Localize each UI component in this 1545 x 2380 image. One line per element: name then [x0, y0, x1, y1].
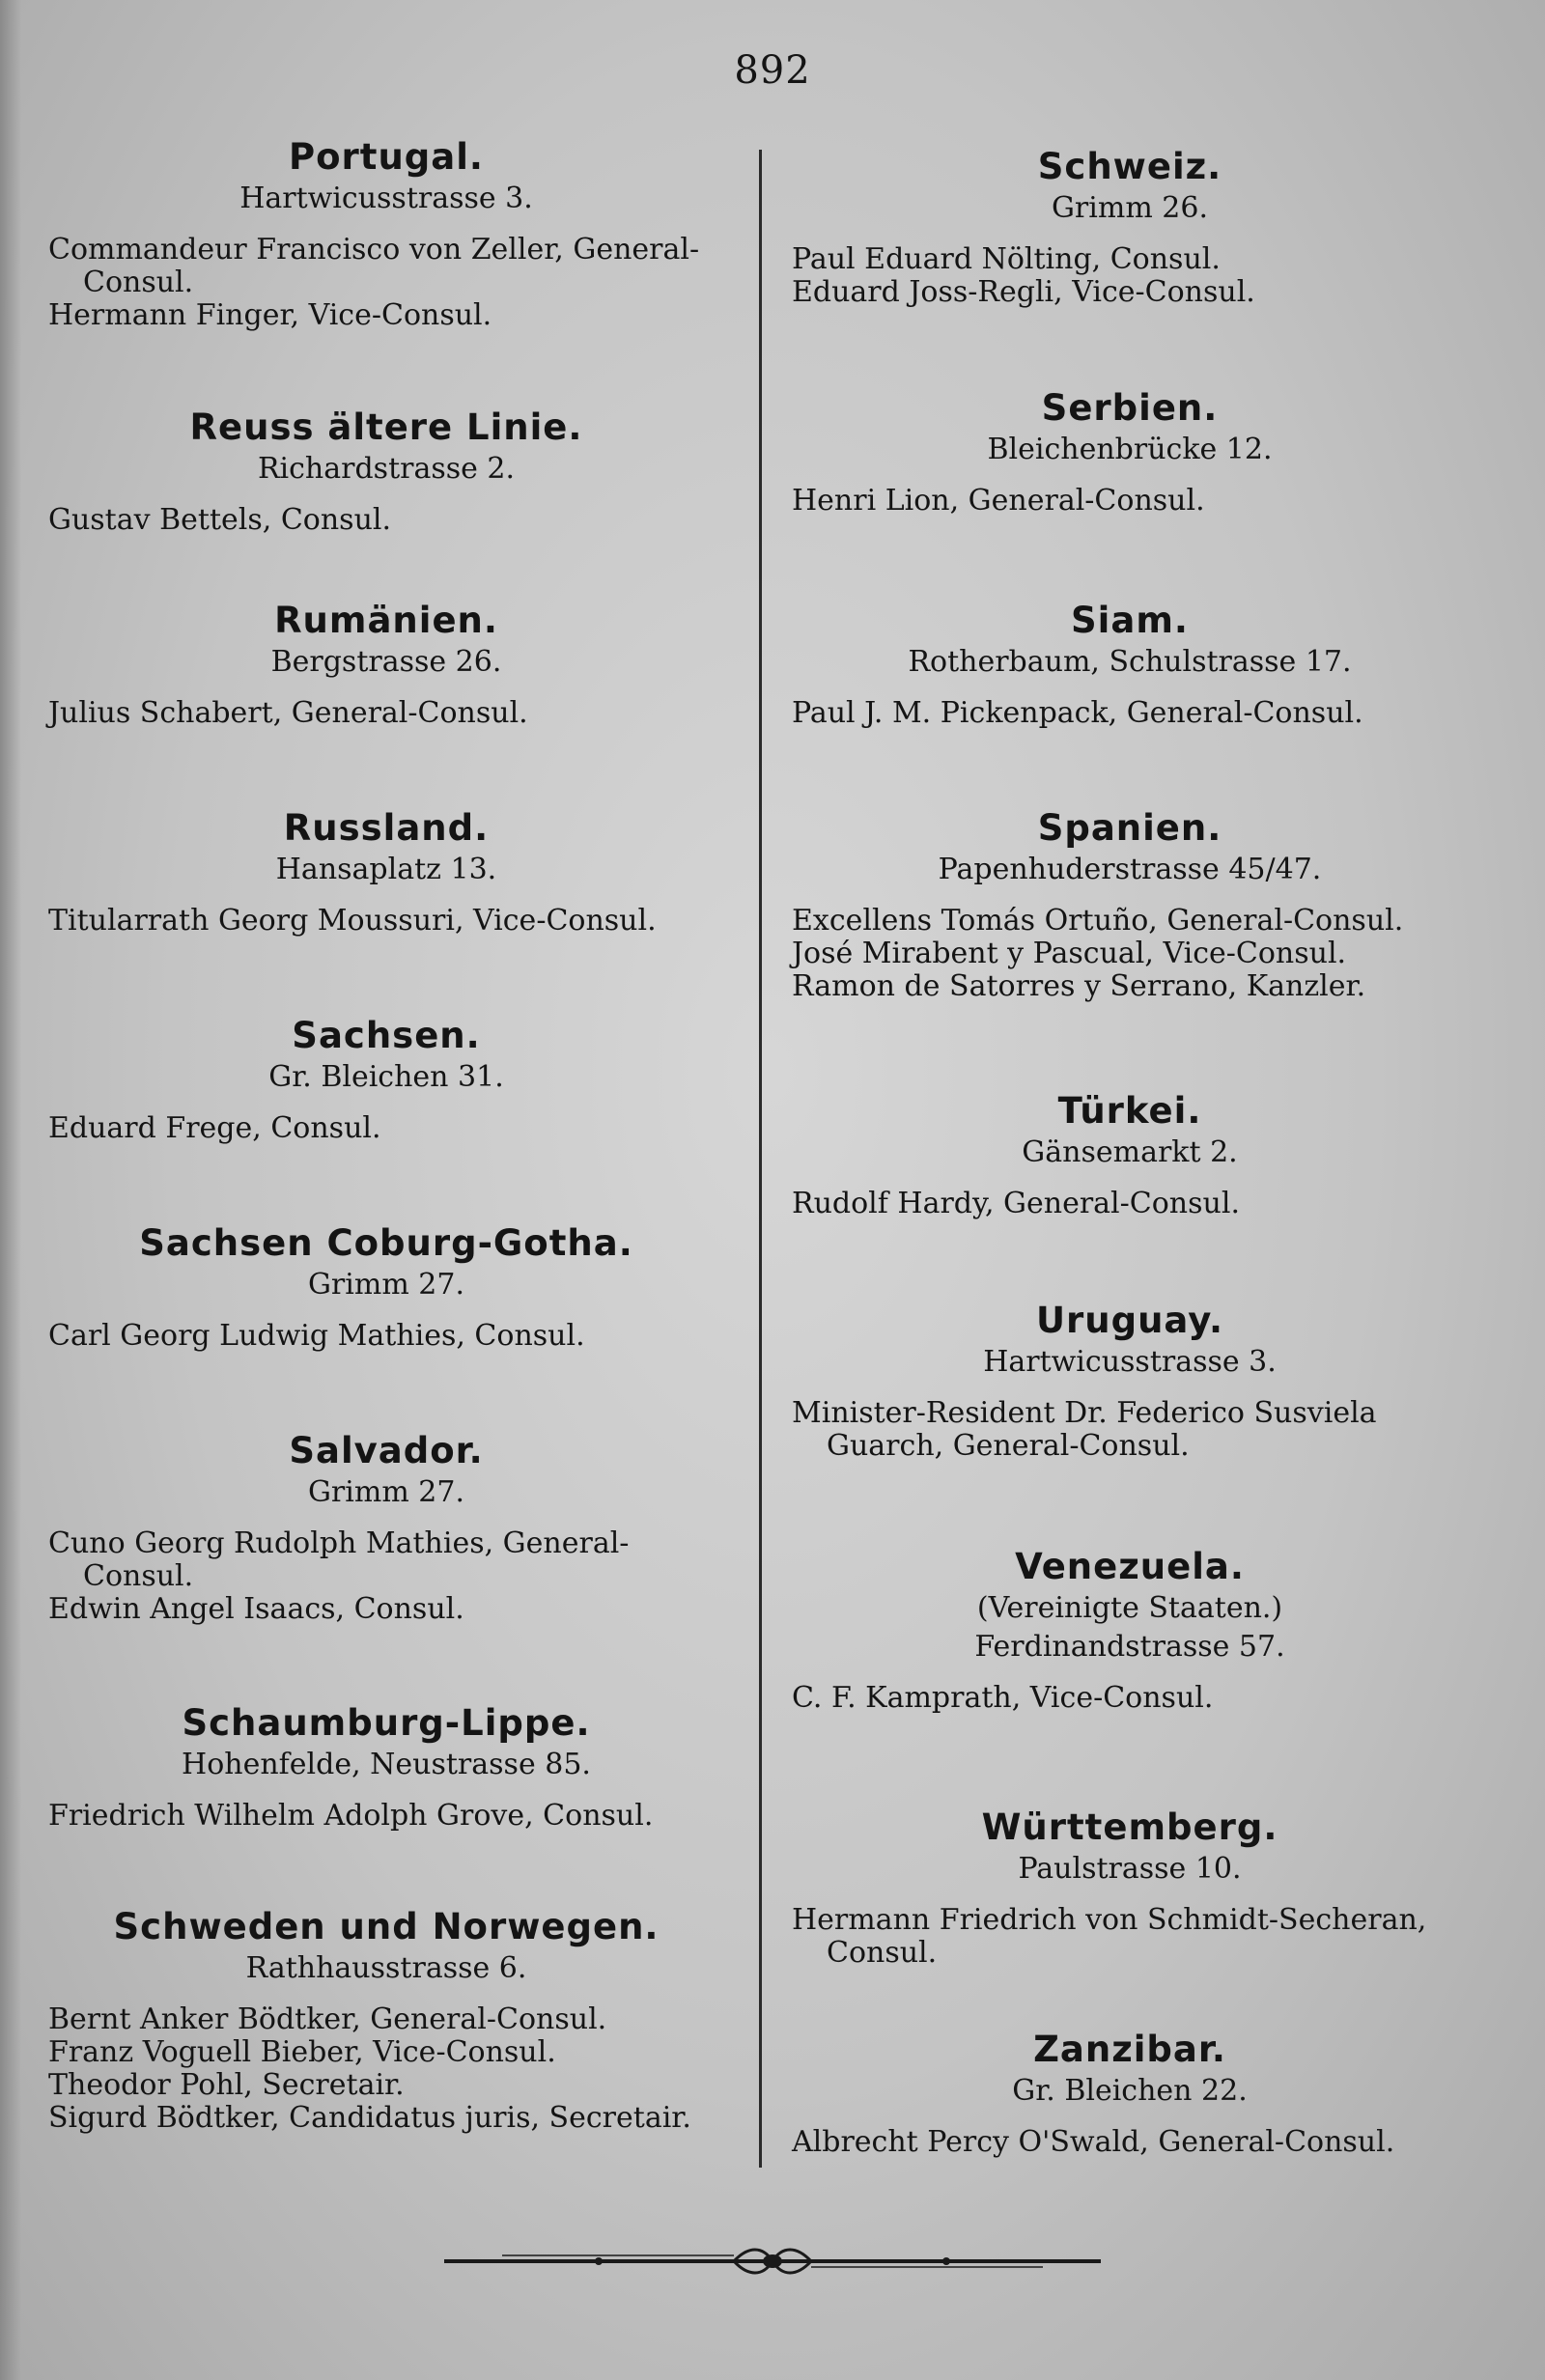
consul-entry: Bernt Anker Bödtker, General-Consul.: [48, 2002, 607, 2036]
country-heading: Russland.: [283, 807, 490, 849]
consul-entry: Consul.: [83, 266, 194, 299]
section-zanzibar: [792, 2028, 1468, 2159]
section-siam: [792, 599, 1468, 730]
address: Bergstrasse 26.: [270, 645, 502, 679]
consul-entry: José Mirabent y Pascual, Vice-Consul.: [792, 937, 1347, 970]
consul-entry: Guarch, General-Consul.: [827, 1429, 1190, 1463]
address: Hartwicusstrasse 3.: [983, 1345, 1277, 1379]
address: Grimm 26.: [1051, 191, 1209, 225]
country-heading: Württemberg.: [981, 1806, 1278, 1848]
address: Gr. Bleichen 22.: [1012, 2074, 1248, 2108]
address: Richardstrasse 2.: [257, 452, 516, 486]
section-russland: [48, 806, 724, 938]
section-spanien: [792, 806, 1468, 1003]
consul-entry: Cuno Georg Rudolph Mathies, General-: [48, 1526, 630, 1560]
address: Rathhausstrasse 6.: [245, 1951, 527, 1985]
consul-entry: Excellens Tomás Ortuño, General-Consul.: [792, 904, 1404, 938]
consul-entry: Julius Schabert, General-Consul.: [48, 696, 528, 730]
address: Hansaplatz 13.: [275, 853, 497, 886]
section-salvador: [48, 1429, 724, 1626]
consul-entry: Titularrath Georg Moussuri, Vice-Consul.: [48, 904, 657, 938]
country-heading: Schweiz.: [1037, 146, 1222, 187]
section-wuerttemberg: [792, 1806, 1468, 1970]
consul-entry: Edwin Angel Isaacs, Consul.: [48, 1592, 464, 1626]
section-serbien: [792, 386, 1468, 518]
country-heading: Rumänien.: [274, 600, 498, 641]
consul-entry: Henri Lion, General-Consul.: [792, 484, 1205, 518]
ornament-divider: [444, 2240, 1101, 2282]
section-venezuela: [792, 1545, 1468, 1715]
address: Gänsemarkt 2.: [1022, 1135, 1238, 1169]
consul-entry: Commandeur Francisco von Zeller, General-: [48, 233, 700, 266]
country-heading: Venezuela.: [1015, 1546, 1245, 1587]
consul-entry: Albrecht Percy O'Swald, General-Consul.: [792, 2125, 1395, 2159]
address: Rotherbaum, Schulstrasse 17.: [908, 645, 1352, 679]
country-heading: Serbien.: [1041, 387, 1219, 429]
address: Bleichenbrücke 12.: [987, 433, 1273, 466]
consul-entry: Eduard Joss-Regli, Vice-Consul.: [792, 275, 1255, 309]
consul-entry: Theodor Pohl, Secretair.: [48, 2068, 405, 2102]
consul-entry: Paul J. M. Pickenpack, General-Consul.: [792, 696, 1363, 730]
page-edge-shadow: [0, 0, 21, 2380]
country-heading: Sachsen Coburg-Gotha.: [139, 1222, 633, 1264]
consul-entry: Carl Georg Ludwig Mathies, Consul.: [48, 1319, 585, 1353]
country-heading: Portugal.: [288, 136, 484, 178]
consul-entry: Franz Voguell Bieber, Vice-Consul.: [48, 2035, 556, 2069]
address: Grimm 27.: [307, 1475, 465, 1509]
consul-entry: Eduard Frege, Consul.: [48, 1111, 381, 1145]
section-tuerkei: [792, 1089, 1468, 1220]
consul-entry: Hermann Friedrich von Schmidt-Secheran,: [792, 1903, 1427, 1937]
consul-entry: Paul Eduard Nölting, Consul.: [792, 242, 1221, 276]
consul-entry: Rudolf Hardy, General-Consul.: [792, 1187, 1240, 1220]
country-heading: Siam.: [1071, 600, 1189, 641]
consul-entry: Minister-Resident Dr. Federico Susviela: [792, 1396, 1377, 1430]
address: Gr. Bleichen 31.: [268, 1060, 504, 1094]
country-heading: Schweden und Norwegen.: [113, 1906, 660, 1947]
address: (Vereinigte Staaten.): [976, 1591, 1283, 1625]
country-heading: Sachsen.: [292, 1015, 481, 1056]
address: Hohenfelde, Neustrasse 85.: [182, 1748, 591, 1781]
section-reuss: [48, 406, 724, 537]
country-heading: Schaumburg-Lippe.: [182, 1702, 591, 1744]
consul-entry: Ramon de Satorres y Serrano, Kanzler.: [792, 969, 1366, 1003]
address: Papenhuderstrasse 45/47.: [938, 853, 1322, 886]
consul-entry: Hermann Finger, Vice-Consul.: [48, 298, 492, 332]
address: Hartwicusstrasse 3.: [239, 182, 533, 215]
address: Paulstrasse 10.: [1018, 1852, 1242, 1886]
section-rumaenien: [48, 599, 724, 730]
country-heading: Zanzibar.: [1033, 2029, 1226, 2070]
address-line-2: Ferdinandstrasse 57.: [974, 1630, 1285, 1664]
country-heading: Spanien.: [1037, 807, 1222, 849]
section-sachsen: [48, 1014, 724, 1145]
section-schweden-norwegen: [48, 1905, 724, 2135]
column-divider: [759, 150, 762, 2168]
address: Grimm 27.: [307, 1268, 465, 1302]
consul-entry: Friedrich Wilhelm Adolph Grove, Consul.: [48, 1799, 654, 1833]
section-uruguay: [792, 1299, 1468, 1463]
section-portugal: [48, 135, 724, 332]
country-heading: Salvador.: [289, 1430, 484, 1471]
consul-entry: C. F. Kamprath, Vice-Consul.: [792, 1681, 1214, 1715]
consul-entry: Consul.: [83, 1559, 194, 1593]
section-schweiz: [792, 145, 1468, 309]
section-schaumburg-lippe: [48, 1701, 724, 1833]
consul-entry: Consul.: [827, 1936, 938, 1970]
page-number: 892: [734, 48, 811, 93]
country-heading: Reuss ältere Linie.: [189, 406, 583, 448]
consul-entry: Sigurd Bödtker, Candidatus juris, Secretair.: [48, 2101, 691, 2135]
consul-entry: Gustav Bettels, Consul.: [48, 503, 392, 537]
country-heading: Uruguay.: [1035, 1300, 1224, 1341]
section-sachsen-coburg-gotha: [48, 1221, 724, 1353]
country-heading: Türkei.: [1057, 1090, 1202, 1132]
